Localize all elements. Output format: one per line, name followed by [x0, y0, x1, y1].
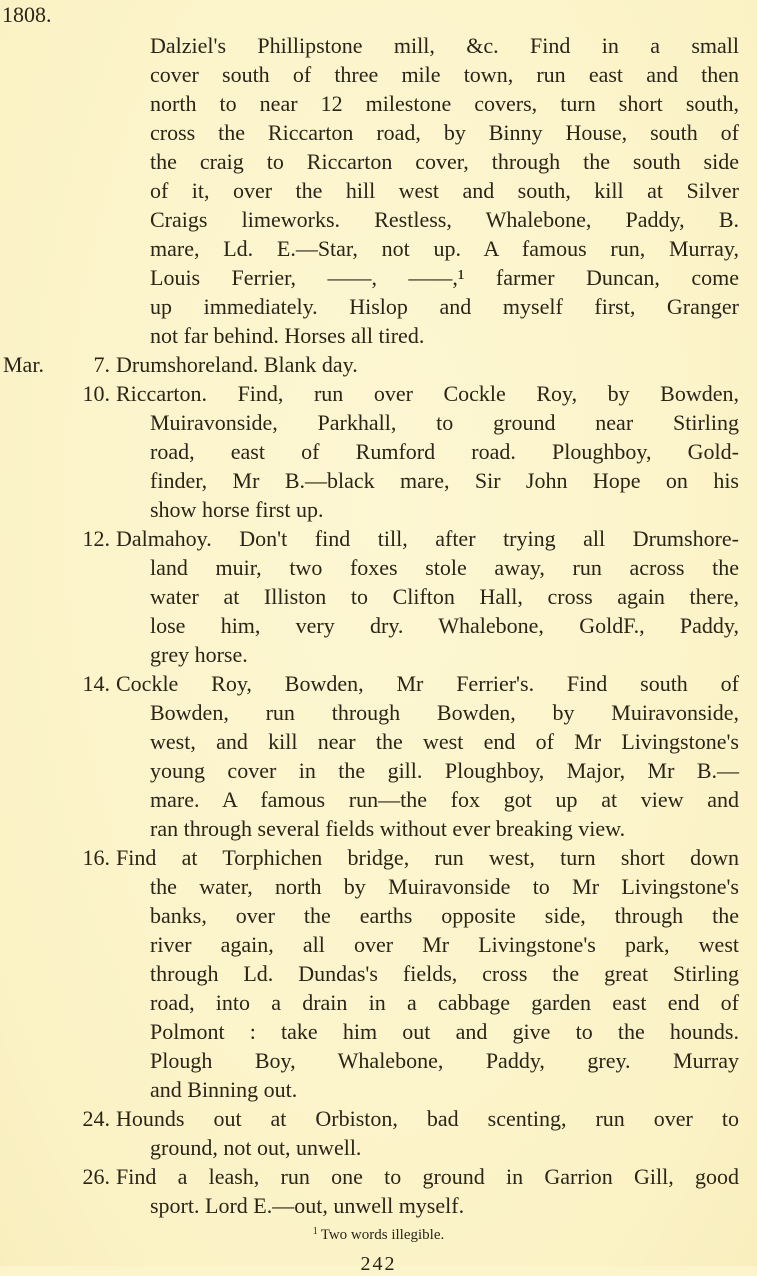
text-line: sport. Lord E.—out, unwell myself. — [150, 1193, 465, 1218]
text-line: ran through several fields without ever breaking view. — [150, 816, 626, 841]
text-line: mare, Ld. E.—Star, not up. A famous run, Murray, — [150, 236, 739, 261]
text-line: cover south of three mile town, run east and then — [150, 62, 739, 87]
text-line: Craigs limeworks. Restless, Whalebone, Paddy, B. — [150, 207, 739, 232]
text-line: banks, over the earths opposite side, through the — [150, 903, 739, 928]
text-line: finder, Mr B.—black mare, Sir John Hope on his — [150, 468, 739, 493]
journal-entry — [0, 350, 757, 379]
text-line: Plough Boy, Whalebone, Paddy, grey. Murray — [150, 1048, 739, 1073]
entry-day: 12. — [82, 526, 110, 551]
text-line: Find a leash, run one to ground in Garrion Gill, good — [116, 1164, 739, 1189]
page-number: 242 — [360, 1253, 397, 1275]
text-line: west, and kill near the west end of Mr Livingstone's — [150, 729, 739, 754]
text-line: water at Illiston to Clifton Hall, cross again there, — [150, 584, 739, 609]
text-line: the water, north by Muiravonside to Mr Livingstone's — [150, 874, 739, 899]
text-line: Cockle Roy, Bowden, Mr Ferrier's. Find south of — [116, 671, 739, 696]
text-line: Muiravonside, Parkhall, to ground near Stirling — [150, 410, 739, 435]
text-line: Riccarton. Find, run over Cockle Roy, by Bowden, — [116, 381, 739, 406]
text-line: lose him, very dry. Whalebone, GoldF., Paddy, — [150, 613, 739, 638]
text-line: river again, all over Mr Livingstone's park, west — [150, 932, 739, 957]
intro-paragraph — [0, 31, 757, 350]
text-line: Find at Torphichen bridge, run west, turn short down — [116, 845, 739, 870]
footnote — [0, 1221, 757, 1246]
entry-first-line — [82, 1162, 739, 1191]
text-line: show horse first up. — [150, 497, 324, 522]
entry-day: 7. — [93, 352, 110, 377]
text-line: road, east of Rumford road. Ploughboy, Gold- — [150, 439, 739, 464]
text-line: through Ld. Dundas's fields, cross the great Stirling — [150, 961, 739, 986]
entry-month: Mar. — [3, 352, 44, 377]
text-line: north to near 12 milestone covers, turn short south, — [150, 91, 739, 116]
text-line: the craig to Riccarton cover, through the south side — [150, 149, 739, 174]
entry-day: 24. — [82, 1106, 110, 1131]
journal-entry — [0, 669, 757, 843]
text-line: land muir, two foxes stole away, run across the — [150, 555, 739, 580]
text-line: cross the Riccarton road, by Binny House, south of — [150, 120, 739, 145]
text-line: not far behind. Horses all tired. — [150, 323, 425, 348]
text-line: of it, over the hill west and south, kill at Silver — [150, 178, 739, 203]
entry-first-line — [3, 350, 739, 379]
text-line: young cover in the gill. Ploughboy, Major, Mr B.— — [150, 758, 739, 783]
text-line: mare. A famous run—the fox got up at view and — [150, 787, 739, 812]
text-line: Polmont : take him out and give to the hounds. — [150, 1019, 739, 1044]
footnote-marker: 1 — [312, 1226, 318, 1237]
text-line: Bowden, run through Bowden, by Muiravonside, — [150, 700, 739, 725]
entry-day: 16. — [82, 845, 110, 870]
entry-first-line — [82, 669, 739, 698]
journal-entry — [0, 524, 757, 669]
journal-entry — [0, 843, 757, 1104]
year-heading: 1808. — [2, 2, 52, 27]
text-line: Dalziel's Phillipstone mill, &c. Find in a small — [150, 33, 739, 58]
text-line: Louis Ferrier, ——, ——,¹ farmer Duncan, come — [150, 265, 739, 290]
entry-day: 10. — [82, 381, 110, 406]
entry-first-line — [82, 524, 739, 553]
entry-day: 14. — [82, 671, 110, 696]
text-line: ground, not out, unwell. — [150, 1135, 362, 1160]
text-line: Hounds out at Orbiston, bad scenting, run over to — [116, 1106, 739, 1131]
text-line: road, into a drain in a cabbage garden east end of — [150, 990, 739, 1015]
footnote-text: Two words illegible. — [320, 1227, 445, 1243]
text-line: grey horse. — [150, 642, 248, 667]
journal-body — [0, 31, 757, 1220]
entry-first-line — [82, 1104, 739, 1133]
journal-entry — [0, 1162, 757, 1220]
entry-first-line — [82, 379, 739, 408]
text-line: up immediately. Hislop and myself first, Granger — [150, 294, 739, 319]
entry-first-line — [82, 843, 739, 872]
text-line: Drumshoreland. Blank day. — [116, 352, 358, 377]
journal-entry — [0, 379, 757, 524]
entry-day: 26. — [82, 1164, 110, 1189]
text-line: Dalmahoy. Don't find till, after trying all Drumshore- — [116, 526, 739, 551]
journal-entry — [0, 1104, 757, 1162]
text-line: and Binning out. — [150, 1077, 298, 1102]
